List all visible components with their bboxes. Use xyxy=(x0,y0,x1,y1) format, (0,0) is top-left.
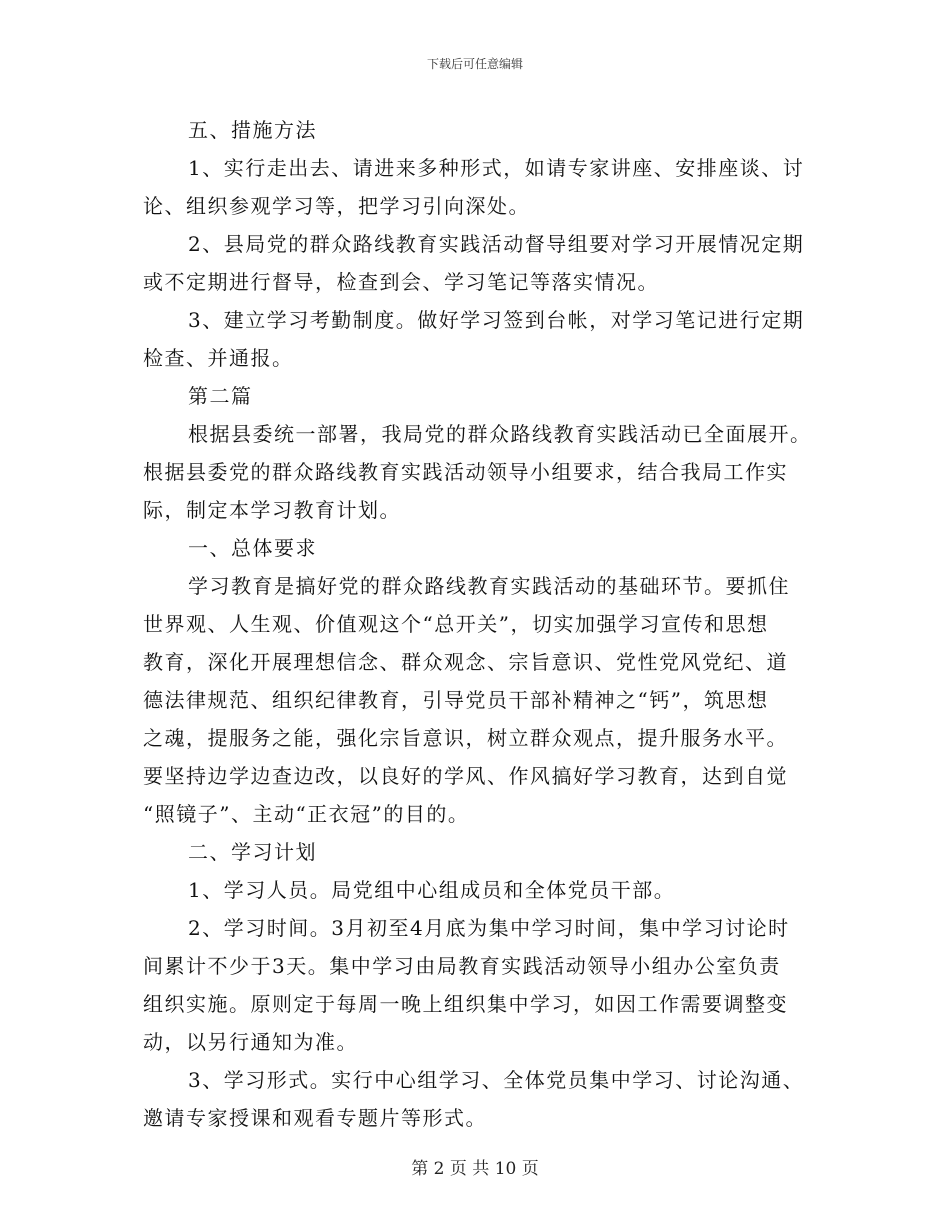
text-line: 教育，深化开展理想信念、群众观念、宗旨意识、党性党风党纪、道 xyxy=(143,650,788,674)
text-line: 论、组织参观学习等，把学习引向深处。 xyxy=(143,194,530,218)
text-line: 一、总体要求 xyxy=(188,536,317,560)
text-line: 3、学习形式。实行中心组学习、全体党员集中学习、讨论沟通、 xyxy=(188,1068,805,1092)
text-line: 2、学习时间。3月初至4月底为集中学习时间，集中学习讨论时 xyxy=(188,916,790,940)
document-body xyxy=(143,111,815,1137)
text-line: “照镜子”、主动“正衣冠”的目的。 xyxy=(143,802,470,826)
text-line: 要坚持边学边查边改，以良好的学风、作风搞好学习教育，达到自觉 xyxy=(143,764,788,788)
text-line: 之魂，提服务之能，强化宗旨意识，树立群众观点，提升服务水平。 xyxy=(143,726,788,750)
text-line: 1、实行走出去、请进来多种形式，如请专家讲座、安排座谈、讨 xyxy=(188,156,805,180)
text-line: 根据县委统一部署，我局党的群众路线教育实践活动已全面展开。 xyxy=(188,422,812,446)
text-line: 二、学习计划 xyxy=(188,840,317,864)
text-line: 2、县局党的群众路线教育实践活动督导组要对学习开展情况定期 xyxy=(188,232,805,256)
text-line: 或不定期进行督导，检查到会、学习笔记等落实情况。 xyxy=(143,270,659,294)
text-line: 3、建立学习考勤制度。做好学习签到台帐，对学习笔记进行定期 xyxy=(188,308,805,332)
text-line: 德法律规范、组织纪律教育，引导党员干部补精神之“钙”，筑思想 xyxy=(143,688,769,712)
text-line: 际，制定本学习教育计划。 xyxy=(143,498,401,522)
text-line: 第二篇 xyxy=(188,384,253,408)
text-line: 根据县委党的群众路线教育实践活动领导小组要求，结合我局工作实 xyxy=(143,460,788,484)
text-line: 动，以另行通知为准。 xyxy=(143,1030,358,1054)
text-line: 组织实施。原则定于每周一晚上组织集中学习，如因工作需要调整变 xyxy=(143,992,788,1016)
text-line: 1、学习人员。局党组中心组成员和全体党员干部。 xyxy=(188,878,676,902)
page-header: 下载后可任意编辑 xyxy=(426,57,523,71)
text-line: 邀请专家授课和观看专题片等形式。 xyxy=(143,1106,487,1130)
text-line: 检查、并通报。 xyxy=(143,346,294,370)
page-number: 第 2 页 共 10 页 xyxy=(411,1159,539,1179)
text-line: 学习教育是搞好党的群众路线教育实践活动的基础环节。要抓住 xyxy=(188,574,790,598)
text-line: 世界观、人生观、价值观这个“总开关”，切实加强学习宣传和思想 xyxy=(143,612,769,636)
text-line: 间累计不少于3天。集中学习由局教育实践活动领导小组办公室负责 xyxy=(143,954,781,978)
text-line: 五、措施方法 xyxy=(188,118,317,142)
